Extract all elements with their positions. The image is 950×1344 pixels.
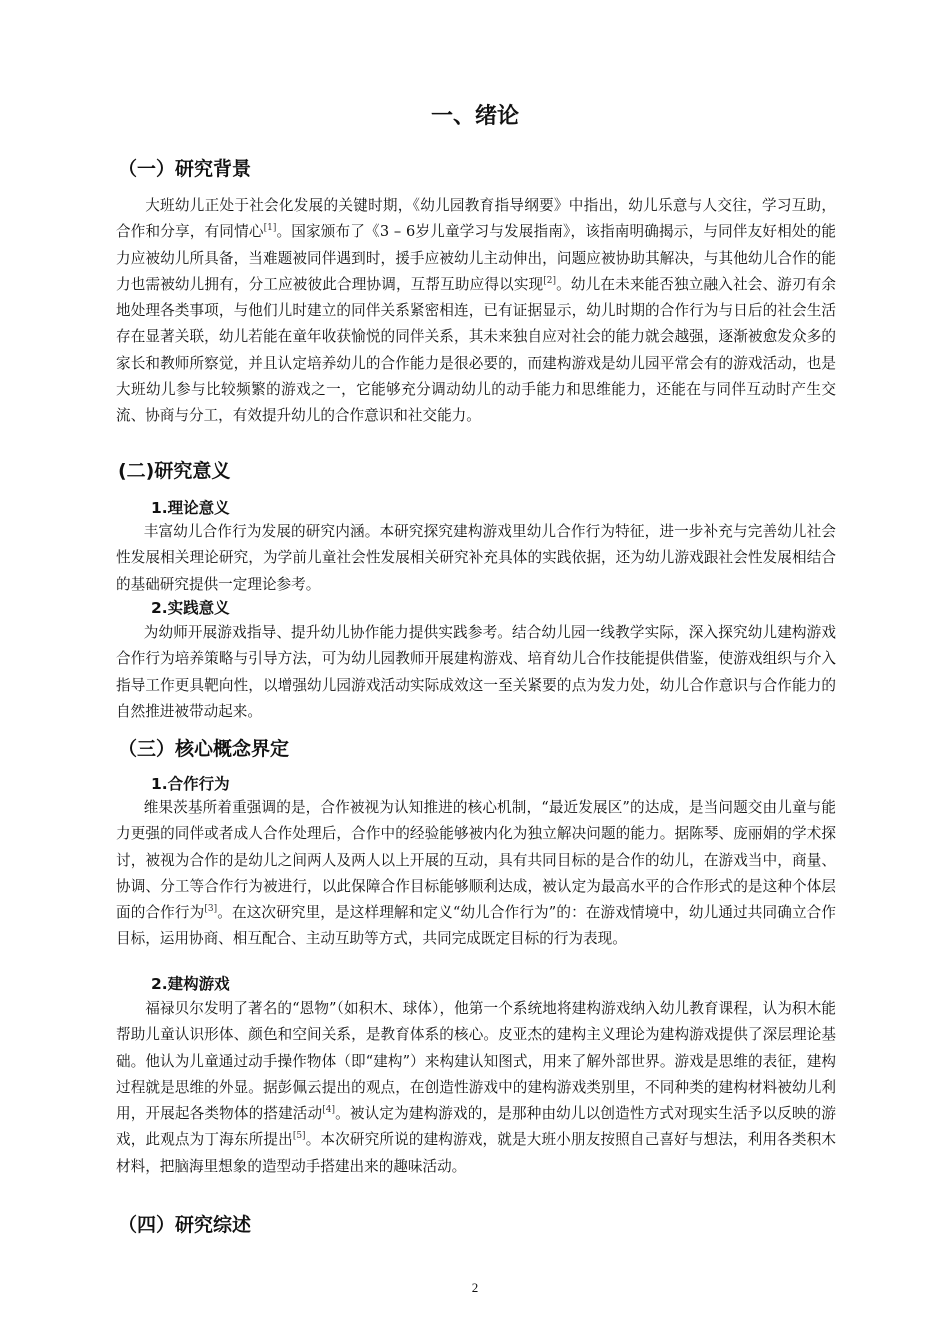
subheading-theoretical: 1.理论意义 bbox=[151, 499, 230, 517]
background-paragraph bbox=[116, 193, 836, 430]
paragraph-text: 福禄贝尔发明了著名的“恩物”（如积木、球体），他第一个系统地将建构游戏纳入幼儿教育课程，认为积木能帮助儿童认识形体、颜色和空间关系，是教育体系的核心。皮亚杰的建构主义理论为建构游戏提供了深层理论基础。他认为儿童通过动手操作物体（即“建构”）来构建认知图式，用来了解外部世界。游戏是思维的表征，建构过程就是思维的外显。据彭佩云提出的观点，在创造性游戏中的建构游戏类别里，不同种类的建构材料被幼儿利用，开展起各类物体的搭建活动 bbox=[116, 1000, 836, 1123]
paragraph-text: 。幼儿在未来能否独立融入社会、游刃有余地处理各类事项，与他们儿时建立的同伴关系紧密相连，已有证据显示，幼儿时期的合作行为与日后的社会生活存在显著关联，幼儿若能在童年收获愉悦的同伴关系，其未来独自应对社会的能力就会越强，逐渐被愈发众多的家长和教师所察觉，并且认定培养幼儿的合作能力是很必要的，而建构游戏是幼儿园平常会有的游戏活动，也是大班幼儿参与比较频繁的游戏之一，它能够充分调动幼儿的动手能力和思维能力，还能在与同伴互动时产生交流、协商与分工，有效提升幼儿的合作意识和社交能力。 bbox=[116, 275, 836, 425]
subheading-cooperation: 1.合作行为 bbox=[151, 775, 230, 793]
paragraph-text: 。国家颁布了《3 – 6岁儿童学习与发展指南》，该指南明确揭示，与同伴友好相处的能力应被幼儿所具备，当难题被同伴遇到时，援手应被幼儿主动伸出，问题应被协助其解决，与其他幼儿合作的能力也需被幼儿拥有，分工应被彼此合理协调，互帮互助应得以实现 bbox=[116, 223, 836, 293]
construction-play-paragraph bbox=[116, 996, 836, 1180]
subheading-practical: 2.实践意义 bbox=[151, 599, 230, 617]
page-number: 2 bbox=[471, 1280, 479, 1295]
section-heading-review: （四）研究综述 bbox=[118, 1214, 252, 1236]
theoretical-paragraph: 丰富幼儿合作行为发展的研究内涵。本研究探究建构游戏里幼儿合作行为特征，进一步补充与完善幼儿社会性发展相关理论研究，为学前儿童社会性发展相关研究补充具体的实践依据，还为幼儿游戏跟社会性发展相结合的基础研究提供一定理论参考。 bbox=[116, 523, 836, 593]
practical-paragraph: 为幼师开展游戏指导、提升幼儿协作能力提供实践参考。结合幼儿园一线教学实际，深入探究幼儿建构游戏合作行为培养策略与引导方法，可为幼儿园教师开展建构游戏、培育幼儿合作技能提供借鉴，使游戏组织与介入指导工作更具靶向性，以增强幼儿园游戏活动实际成效这一至关紧要的点为发力处，幼儿合作意识与合作能力的自然推进被带动起来。 bbox=[116, 624, 836, 720]
section-heading-concepts: （三）核心概念界定 bbox=[118, 738, 290, 760]
cooperation-paragraph bbox=[116, 795, 836, 953]
citation-marker: [4] bbox=[322, 1105, 336, 1116]
section-heading-background: （一）研究背景 bbox=[118, 158, 252, 180]
paragraph-text: 。在这次研究里，是这样理解和定义“幼儿合作行为”的：在游戏情境中，幼儿通过共同确立合作目标，运用协商、相互配合、主动互助等方式，共同完成既定目标的行为表现。 bbox=[116, 904, 836, 948]
section-heading-significance: (二)研究意义 bbox=[118, 460, 231, 482]
subheading-construction-play: 2.建构游戏 bbox=[151, 975, 230, 993]
paragraph-text: 大班幼儿正处于社会化发展的关键时期，《幼儿园教育指导纲要》中指出，幼儿乐意与人交往，学习互助，合作和分享，有同情心 bbox=[116, 197, 836, 241]
paragraph-text: 维果茨基所着重强调的是，合作被视为认知推进的核心机制，“最近发展区”的达成，是当问题交由儿童与能力更强的同伴或者成人合作处理后，合作中的经验能够被内化为独立解决问题的能力。据陈琴、庞丽娟的学术探讨，被视为合作的是幼儿之间两人及两人以上开展的互动，具有共同目标的是合作的幼儿，在游戏当中，商量、协调、分工等合作行为被进行，以此保障合作目标能够顺利达成，被认定为最高水平的合作形式的是这种个体层面的合作行为 bbox=[116, 799, 836, 922]
paragraph-text: 。本次研究所说的建构游戏，就是大班小朋友按照自己喜好与想法，利用各类积木材料，把脑海里想象的造型动手搭建出来的趣味活动。 bbox=[116, 1131, 836, 1175]
chapter-title: 一、绪论 bbox=[430, 104, 519, 129]
citation-marker: [2] bbox=[543, 275, 557, 286]
paragraph-text: 。被认定为建构游戏的，是那种由幼儿以创造性方式对现实生活予以反映的游戏，此观点为丁海东所提出 bbox=[116, 1105, 836, 1149]
citation-marker: [1] bbox=[263, 223, 277, 234]
citation-marker: [5] bbox=[292, 1131, 306, 1142]
citation-marker: [3] bbox=[204, 904, 218, 915]
